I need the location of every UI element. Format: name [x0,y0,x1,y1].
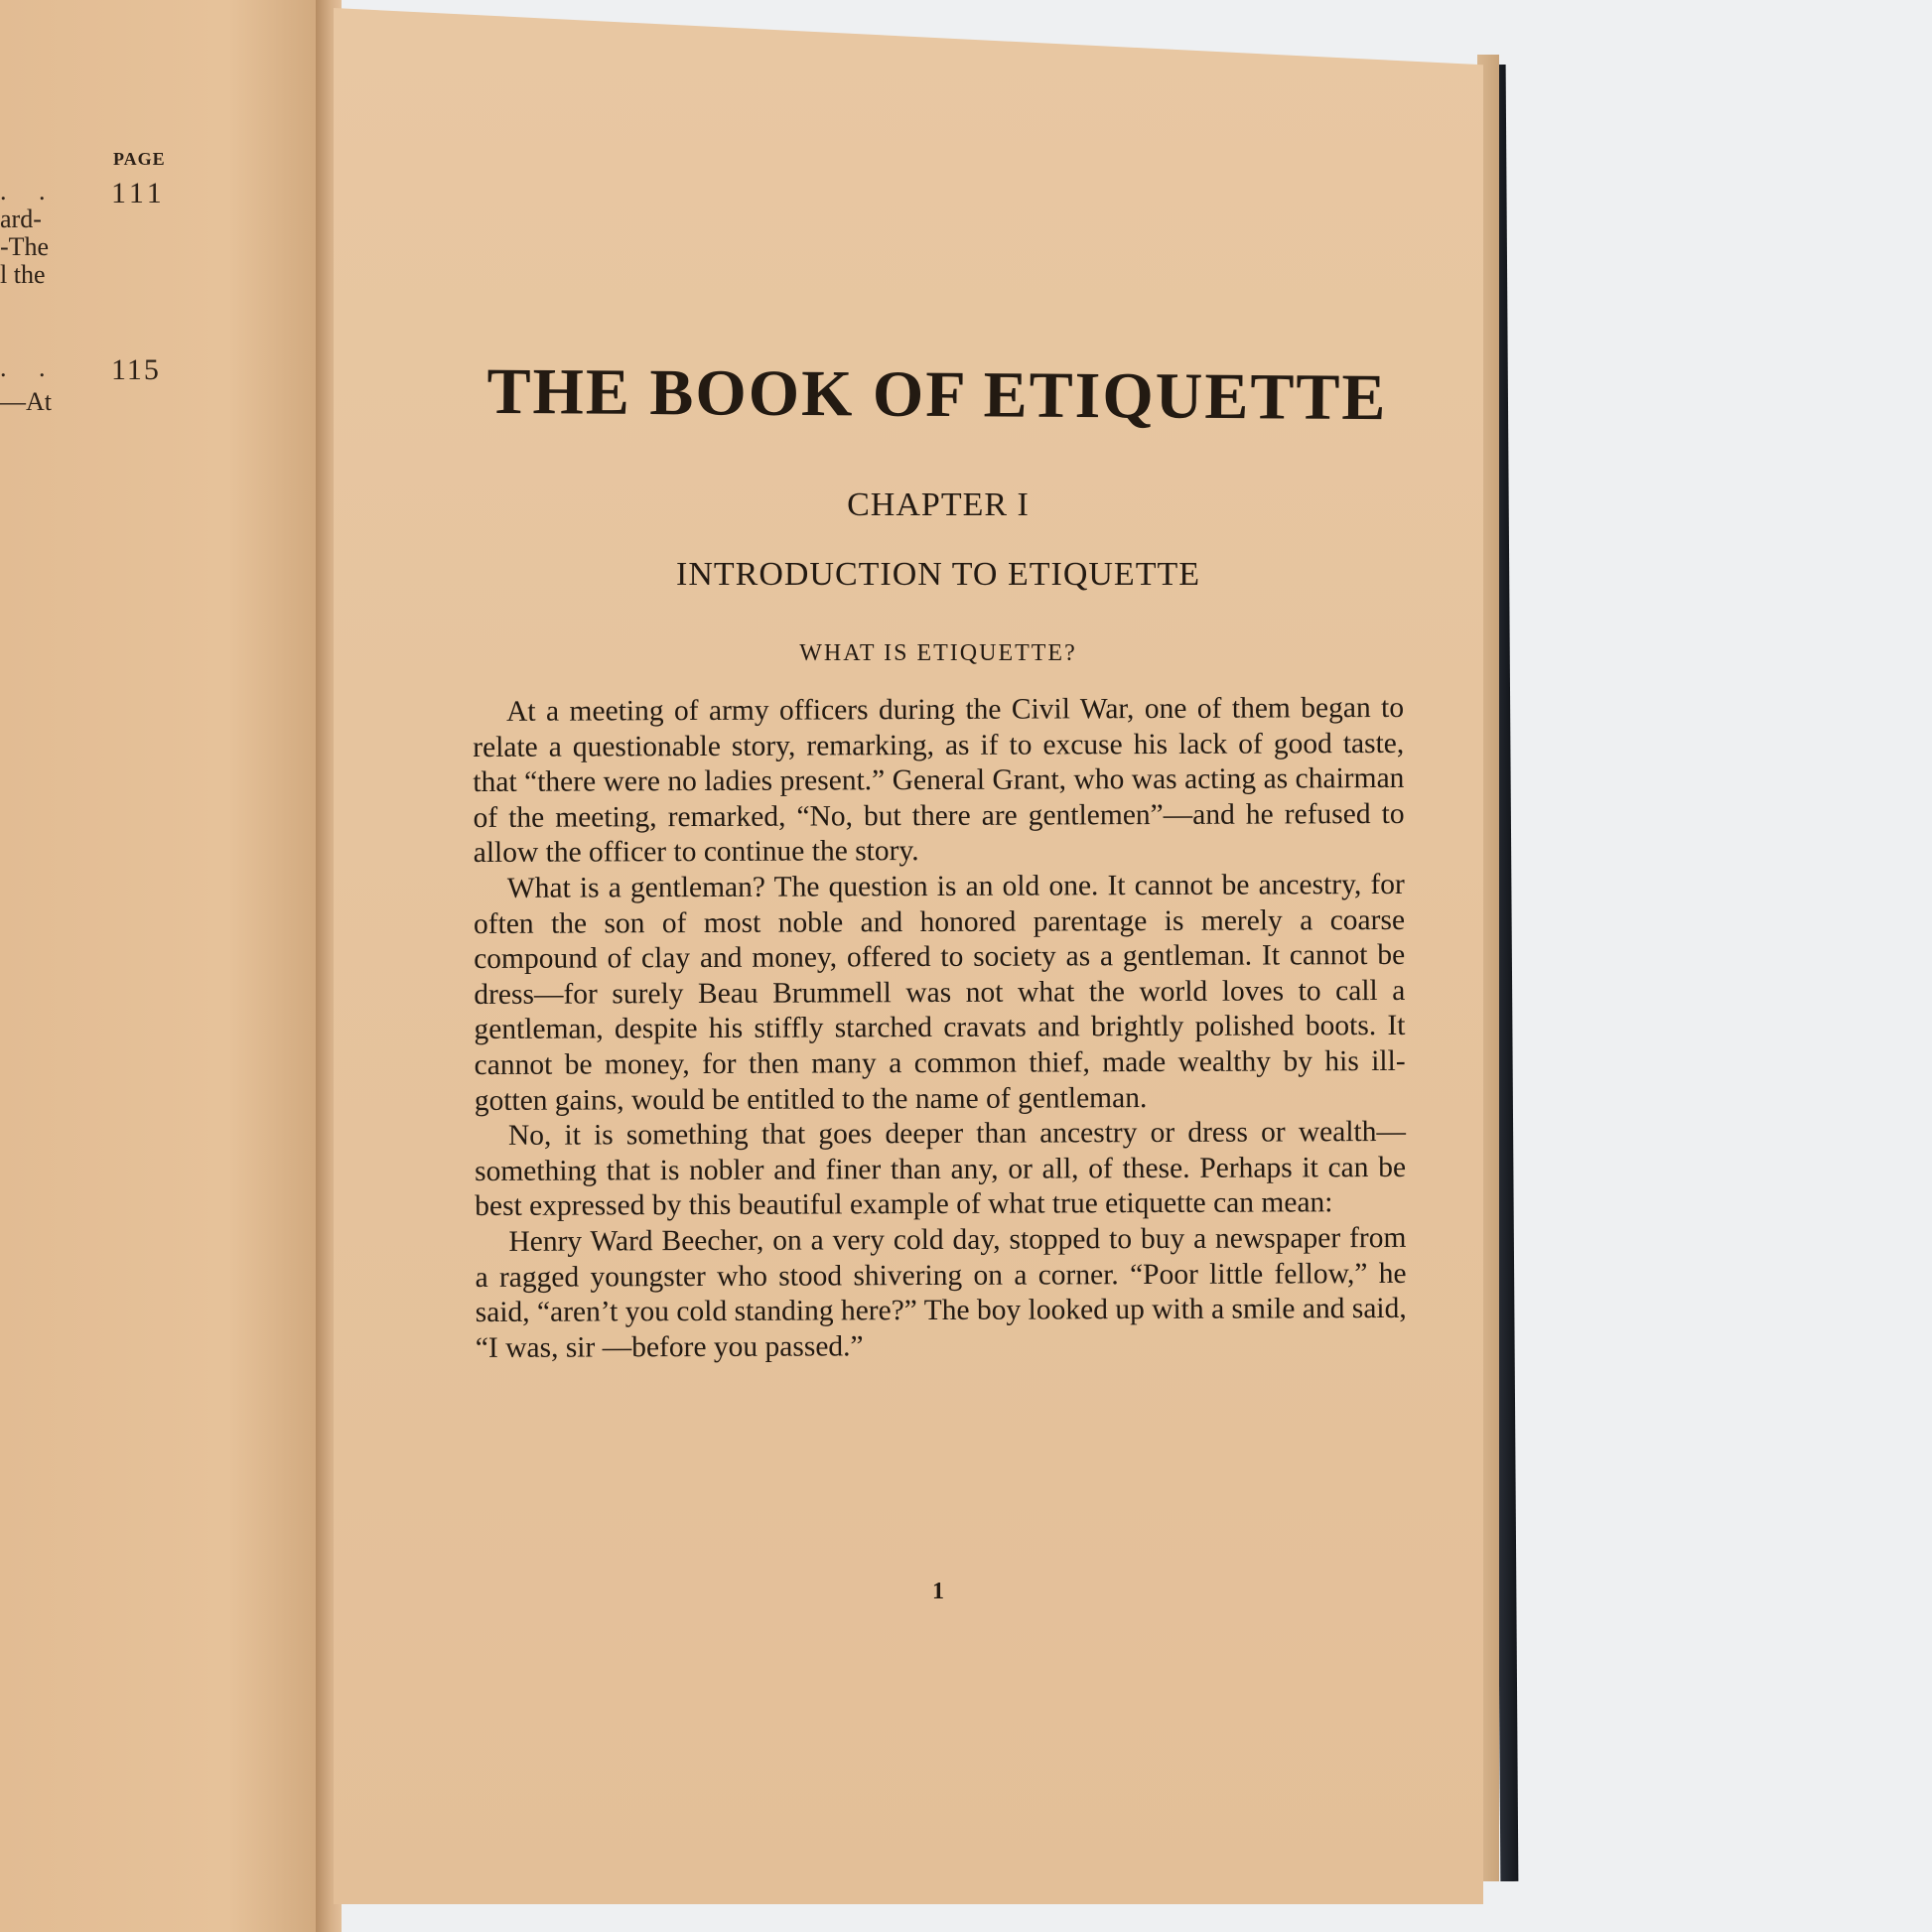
toc-fragment: l the [0,260,46,289]
book-title: THE BOOK OF ETIQUETTE [486,354,1388,435]
toc-fragment: —At [0,387,52,416]
left-page [0,0,326,1932]
chapter-number: CHAPTER I [847,486,1030,523]
paragraph: Henry Ward Beecher, on a very cold day, stopped to buy a newspaper from a ragged youngster who stood shivering on a corner. “Poor little fellow,” he said, “aren’t you cold standing here?” The boy looked up with a smile and said, “I was, sir —before you passed.” [475,1221,1407,1364]
toc-page-label: PAGE [113,149,166,169]
paragraph: No, it is something that goes deeper than ancestry or dress or wealth—something that is nobler and finer than any, or all, of these. Perhaps it can be best expressed by this beautiful example of what true etiquette can mean: [475,1116,1407,1223]
toc-leader-dots: . . [0,177,46,206]
chapter-title: INTRODUCTION TO ETIQUETTE [676,556,1200,593]
body-text [473,691,1407,1366]
toc-page-number: 111 [111,177,166,209]
toc-fragment: ard- [0,205,42,233]
paragraph: At a meeting of army officers during the Civil War, one of them began to relate a questionable story, remarking, as if to excuse his lack of good taste, that “there were no ladies present.” General Grant, who was acting as chairman of the meeting, remarked, “No, but there are gentlemen”—and he refused to allow the officer to continue the story. [473,691,1405,870]
paragraph: What is a gentleman? The question is an old one. It cannot be ancestry, for often the son of most noble and honored parentage is merely a coarse compound of clay and money, offered to society as a gentleman. It cannot be dress—for surely Beau Brummell was not what the world loves to call a gentleman, despite his stiffly starched cravats and brightly polished boots. It cannot be money, for then many a common thief, made wealthy by his ill-gotten gains, would be entitled to the name of gentleman. [473,868,1406,1117]
toc-leader-dots: . . [0,353,46,382]
toc-fragment: -The [0,232,50,261]
page-number: 1 [932,1579,944,1604]
section-heading: WHAT IS ETIQUETTE? [799,640,1077,666]
toc-page-number: 115 [111,353,161,386]
